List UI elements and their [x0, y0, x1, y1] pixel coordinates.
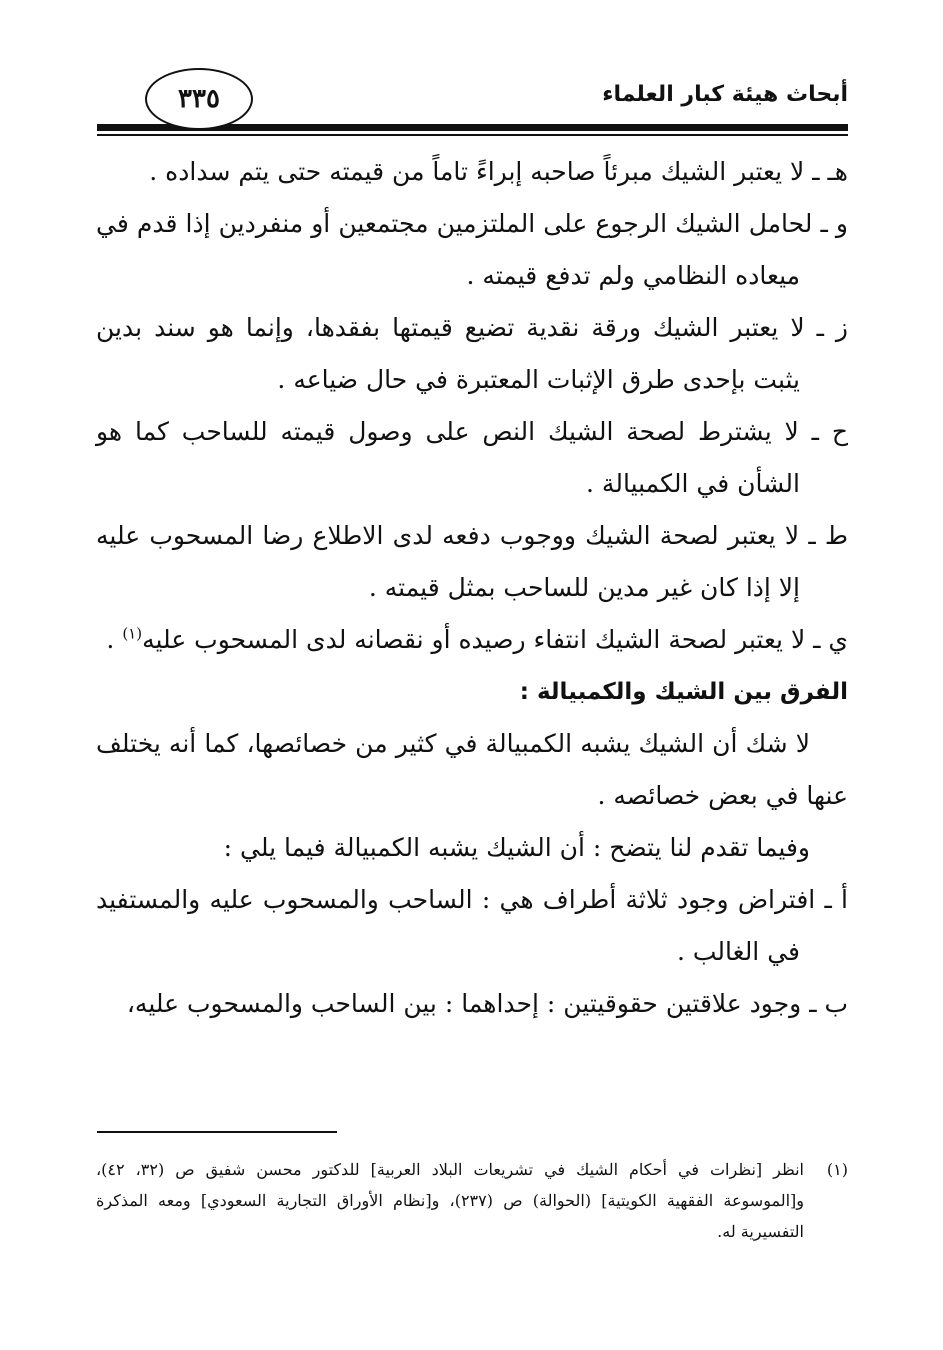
similarity-item-alif: أ ـ افتراض وجود ثلاثة أطراف هي : الساحب والمسحوب عليه والمستفيد في الغالب .	[96, 885, 848, 966]
footnote-text: انظر [نظرات في أحكام الشيك في تشريعات البلاد العربية] للدكتور محسن شفيق ص (٣٢، ٤٢)، و[الموسوعة الفقهية الكويتية] (الحوالة) ص (٢٣٧)، و[نظام الأوراق التجارية السعودي] ومعه المذكرة التفسيرية له.	[96, 1160, 805, 1241]
footnote-number: (١)	[826, 1160, 848, 1179]
list-item-ya	[96, 614, 848, 666]
list-item-ya-text: ي ـ لا يعتبر لصحة الشيك انتفاء رصيده أو نقصانه لدى المسحوب عليه	[142, 625, 848, 654]
list-item-ha: هـ ـ لا يعتبر الشيك مبرئاً صاحبه إبراءً تاماً من قيمته حتى يتم سداده .	[149, 157, 848, 186]
main-text	[96, 146, 848, 1030]
footnote	[96, 1154, 848, 1247]
paragraph: لا شك أن الشيك يشبه الكمبيالة في كثير من خصائصها، كما أنه يختلف عنها في بعض خصائصه .	[96, 729, 848, 810]
running-title: أبحاث هيئة كبار العلماء	[602, 82, 848, 107]
similarity-item-ba: ب ـ وجود علاقتين حقوقيتين : إحداهما : بين الساحب والمسحوب عليه،	[126, 989, 848, 1018]
section-heading: الفرق بين الشيك والكمبيالة :	[519, 679, 848, 705]
list-item-ya-end: .	[106, 625, 123, 654]
list-item-waw: و ـ لحامل الشيك الرجوع على الملتزمين مجتمعين أو منفردين إذا قدم في ميعاده النظامي ولم تدفع قيمته .	[96, 209, 848, 290]
list-item-tta: ط ـ لا يعتبر لصحة الشيك ووجوب دفعه لدى الاطلاع رضا المسحوب عليه إلا إذا كان غير مدين للساحب بمثل قيمته .	[96, 521, 848, 602]
header-rule-thin	[97, 134, 848, 136]
page-number: ٣٣٥	[145, 68, 253, 130]
paragraph: وفيما تقدم لنا يتضح : أن الشيك يشبه الكمبيالة فيما يلي :	[223, 833, 810, 862]
footnote-separator	[97, 1131, 337, 1133]
footnote-reference: (١)	[122, 624, 143, 643]
list-item-zay: ز ـ لا يعتبر الشيك ورقة نقدية تضيع قيمتها بفقدها، وإنما هو سند بدين يثبت بإحدى طرق الإثبات المعتبرة في حال ضياعه .	[96, 313, 848, 394]
list-item-hha: ح ـ لا يشترط لصحة الشيك النص على وصول قيمته للساحب كما هو الشأن في الكمبيالة .	[96, 417, 848, 498]
